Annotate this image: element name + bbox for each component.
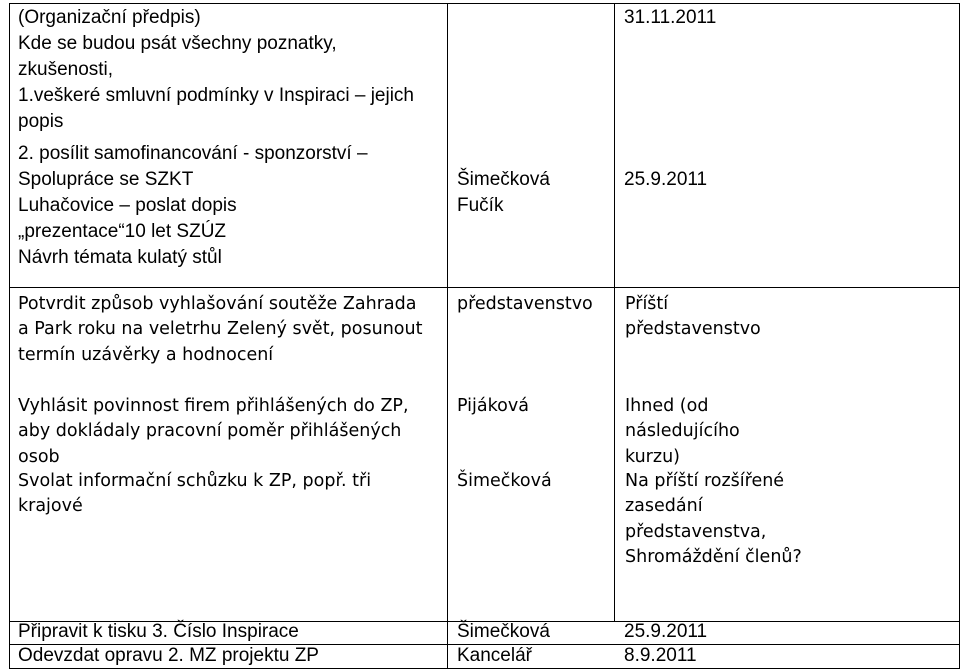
deadline-cell: 8.9.2011 (624, 645, 697, 666)
deadline-cell: 25.9.2011 (624, 621, 708, 642)
task-cell: (Organizační předpis) Kde se budou psát všechny poznatky, zkušenosti, 1.veškeré smluvní podmínky v Inspiraci – jejich popis (18, 7, 414, 132)
task-cell: Připravit k tisku 3. Číslo Inspirace (18, 621, 299, 642)
table-rule (9, 3, 10, 669)
table-rule (9, 3, 960, 4)
task-cell: Svolat informační schůzku k ZP, popř. tři krajové (18, 471, 372, 517)
responsible-cell: představenstvo (457, 294, 593, 314)
task-cell: Vyhlásit povinnost firem přihlášených do ZP, aby dokládaly pracovní poměr přihlášených osob (18, 396, 409, 467)
table-rule (614, 3, 615, 621)
deadline-cell: Na příští rozšířené zasedání představenstva, Shromáždění členů? (625, 471, 802, 568)
responsible-cell: Kancelář (457, 645, 532, 666)
task-cell: 2. posílit samofinancování - sponzorství – Spolupráce se SZKT Luhačovice – poslat dopis „prezentace“10 let SZÚZ Návrh témata kulatý stůl (18, 143, 368, 268)
responsible-cell: Šimečková (457, 471, 552, 491)
responsible-cell: Šimečková (457, 621, 550, 642)
deadline-cell: Ihned (od následujícího kurzu) (625, 396, 740, 467)
task-cell: Potvrdit způsob vyhlašování soutěže Zahrada a Park roku na veletrhu Zelený svět, posunout termín uzávěrky a hodnocení (18, 294, 423, 365)
deadline-cell: 31.11.2011 (624, 7, 717, 28)
task-cell: Odevzdat opravu 2. MZ projektu ZP (18, 645, 319, 666)
deadline-cell: 25.9.2011 (624, 169, 708, 190)
deadline-cell: Příští představenstvo (625, 294, 761, 340)
table-rule (9, 287, 960, 288)
responsible-cell: Šimečková Fučík (457, 169, 550, 216)
table-rule (447, 3, 448, 669)
responsible-cell: Pijáková (457, 396, 529, 416)
